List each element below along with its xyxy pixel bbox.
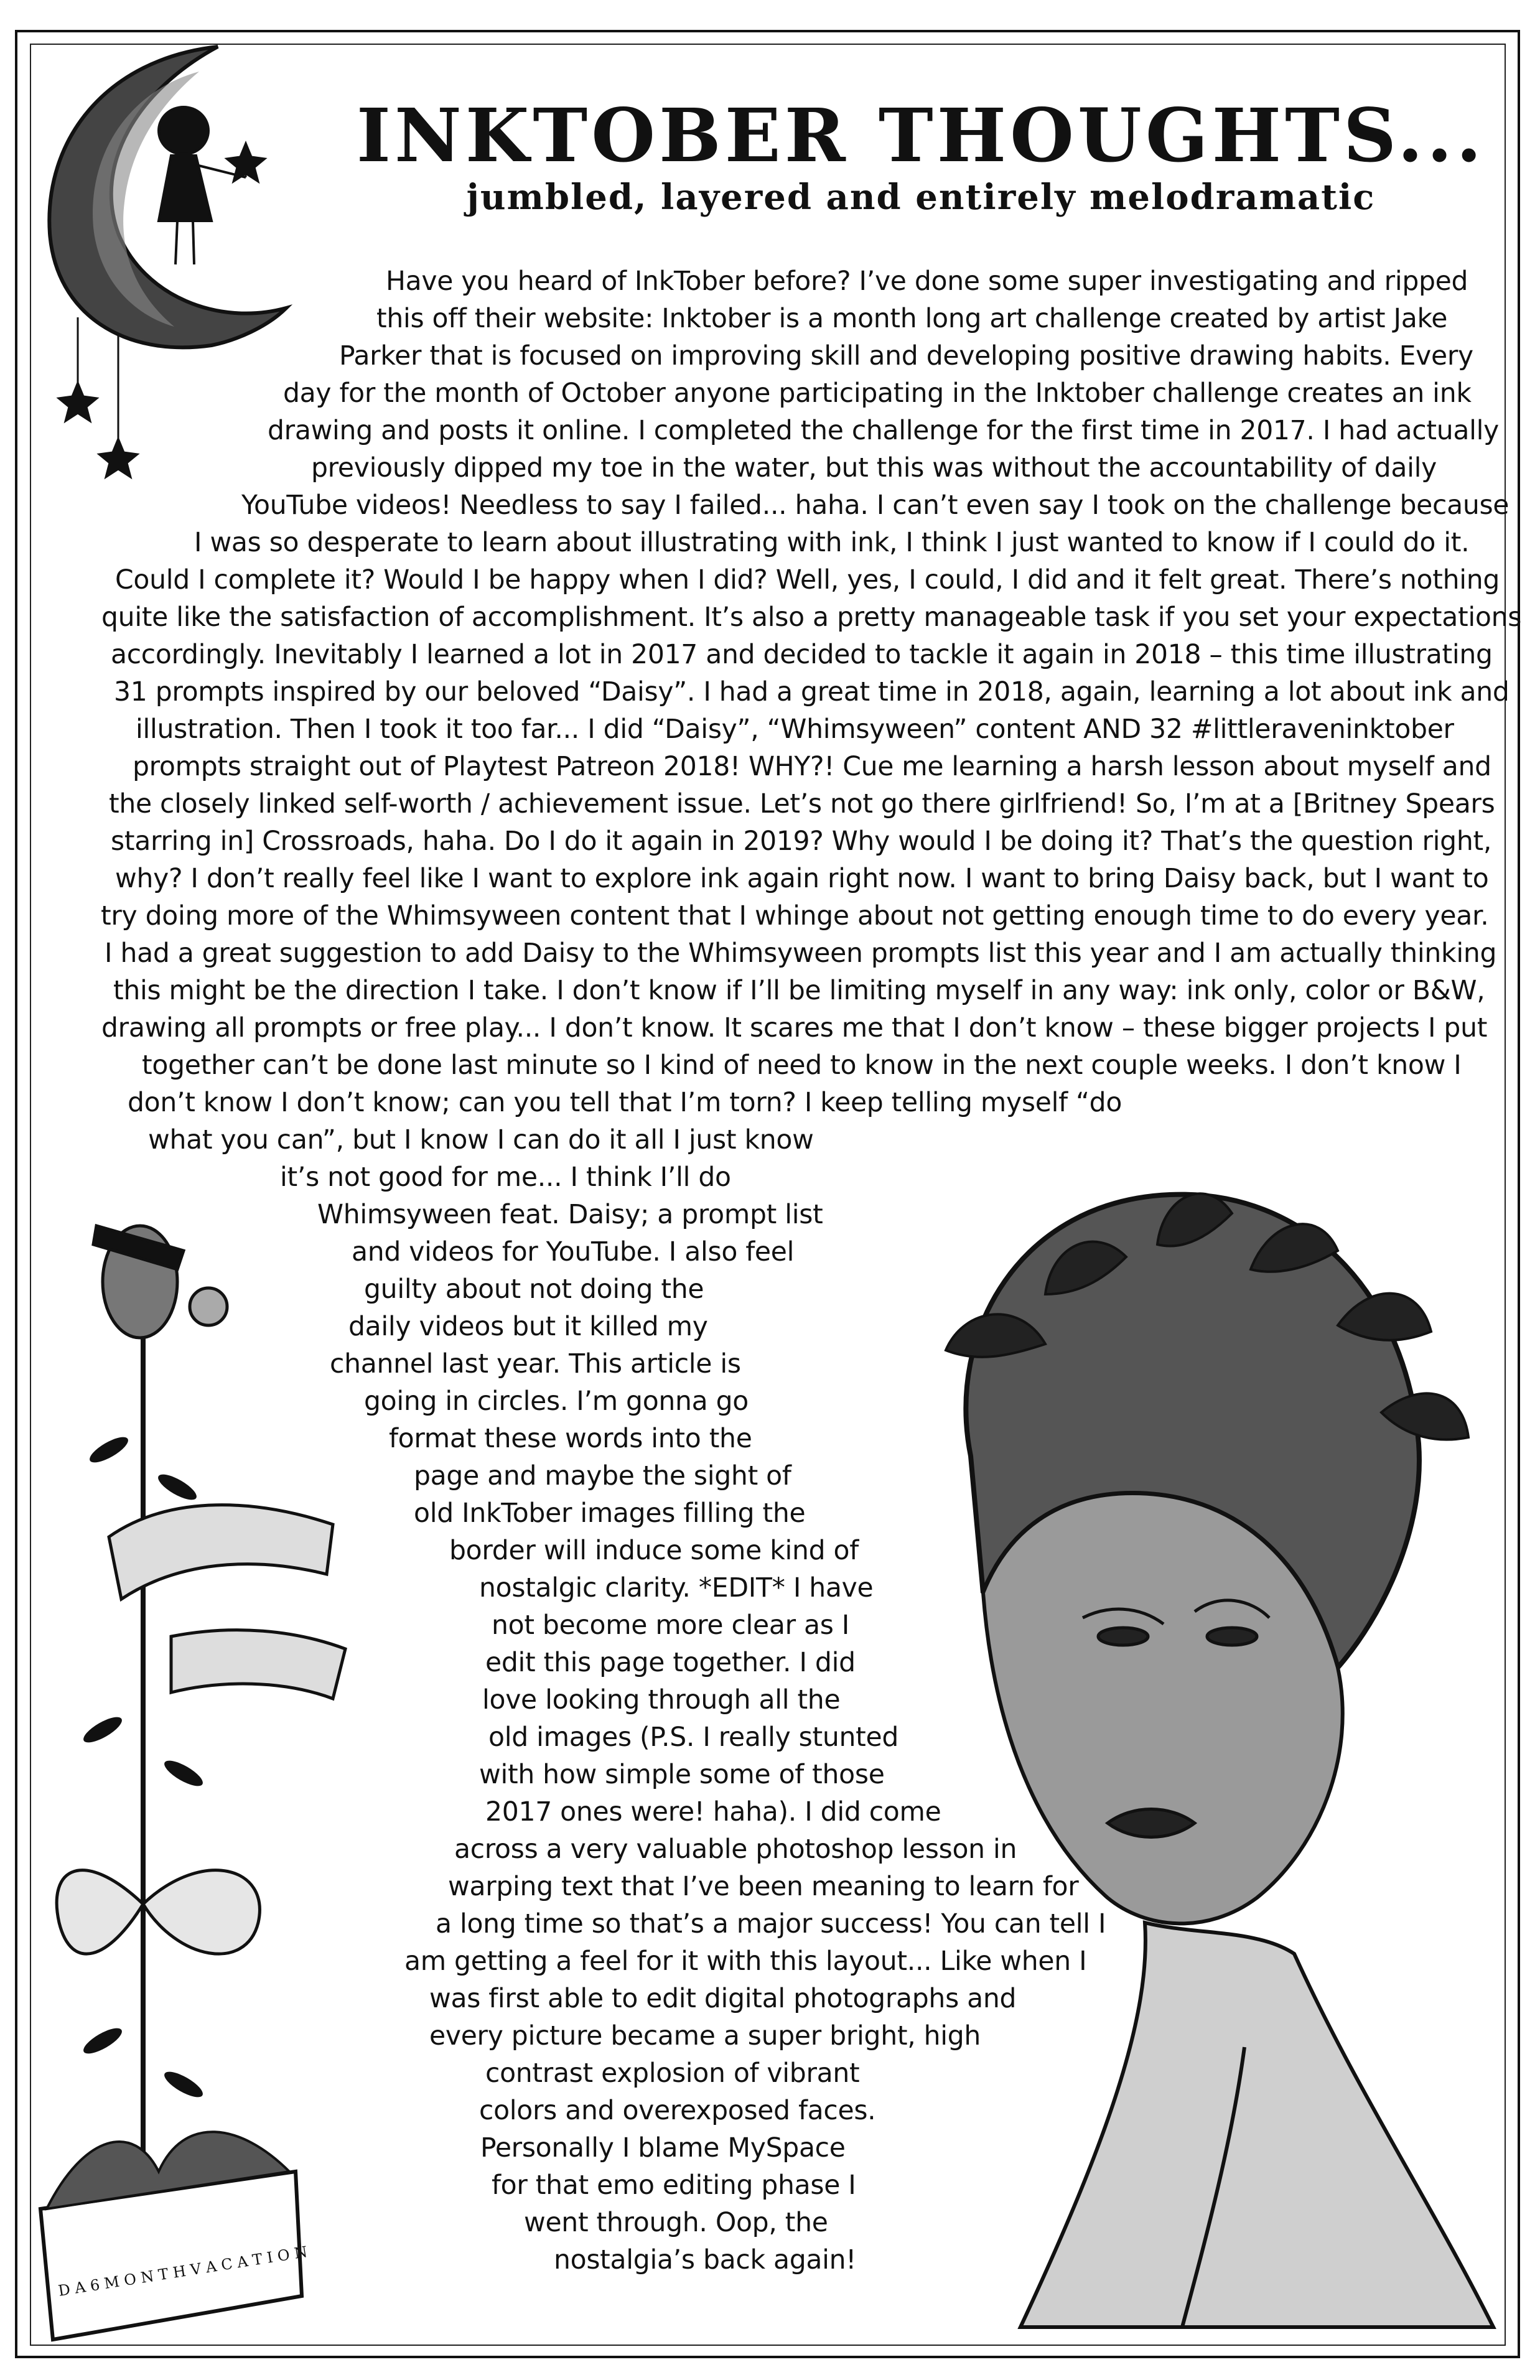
body-line: Personally I blame MySpace (480, 2133, 846, 2163)
body-line: Could I complete it? Would I be happy when I did? Well, yes, I could, I did and it felt great. There’s nothing (115, 565, 1500, 595)
pot-ribbon-text: D A 6 M O N T H V A C A T I O N (57, 2242, 309, 2300)
body-line: contrast explosion of vibrant (485, 2058, 860, 2089)
body-line: try doing more of the Whimsyween content that I whinge about not getting enough time to do every year. (101, 901, 1489, 931)
body-line: starring in] Crossroads, haha. Do I do it again in 2019? Why would I be doing it? That’s the question right, (111, 826, 1492, 857)
page-title: INKTOBER THOUGHTS... (356, 92, 1486, 179)
page-subtitle: jumbled, layered and entirely melodramatic (466, 177, 1376, 218)
body-line: page and maybe the sight of (414, 1461, 791, 1491)
body-line: nostalgia’s back again! (554, 2245, 857, 2275)
body-line: and videos for YouTube. I also feel (352, 1237, 795, 1267)
body-line: colors and overexposed faces. (479, 2096, 876, 2126)
body-line: daily videos but it killed my (348, 1312, 708, 1342)
body-line: it’s not good for me... I think I’ll do (280, 1162, 731, 1193)
body-line: not become more clear as I (492, 1610, 850, 1641)
body-line: YouTube videos! Needless to say I failed... haha. I can’t even say I took on the challenge because (241, 490, 1510, 521)
body-line: nostalgic clarity. *EDIT* I have (479, 1573, 874, 1603)
body-line: I had a great suggestion to add Daisy to the Whimsyween prompts list this year and I am actually thinking (105, 938, 1497, 969)
body-line: warping text that I’ve been meaning to learn for (448, 1872, 1079, 1902)
body-line: going in circles. I’m gonna go (364, 1386, 749, 1417)
body-line: Have you heard of InkTober before? I’ve done some super investigating and ripped (386, 266, 1468, 297)
body-line: the closely linked self-worth / achievement issue. Let’s not go there girlfriend! So, I’m at a [Britney Spears (109, 789, 1495, 819)
body-line: previously dipped my toe in the water, but this was without the accountability of daily (311, 453, 1437, 483)
body-line: this might be the direction I take. I don’t know if I’ll be limiting myself in any way: ink only, color or B&W, (113, 976, 1485, 1006)
body-line: Whimsyween feat. Daisy; a prompt list (317, 1200, 823, 1230)
body-line: love looking through all the (482, 1685, 841, 1715)
body-line: accordingly. Inevitably I learned a lot in 2017 and decided to tackle it again in 2018 – this time illustrating (111, 640, 1493, 670)
body-line: together can’t be done last minute so I kind of need to know in the next couple weeks. I don’t know I (142, 1050, 1462, 1081)
body-line: with how simple some of those (479, 1760, 885, 1790)
body-line: went through. Oop, the (524, 2208, 828, 2238)
body-line: every picture became a super bright, high (429, 2021, 981, 2051)
body-line: 31 prompts inspired by our beloved “Daisy”. I had a great time in 2018, again, learning a lot about ink and (114, 677, 1510, 707)
body-line: drawing and posts it online. I completed the challenge for the first time in 2017. I had actually (268, 416, 1499, 446)
body-line: why? I don’t really feel like I want to explore ink again right now. I want to bring Daisy back, but I want to (115, 864, 1489, 894)
body-line: drawing all prompts or free play... I don’t know. It scares me that I don’t know – these bigger projects I put (101, 1013, 1488, 1043)
body-line: Parker that is focused on improving skill and developing positive drawing habits. Every (339, 341, 1473, 371)
body-line: prompts straight out of Playtest Patreon 2018! WHY?! Cue me learning a harsh lesson about myself and (133, 752, 1491, 782)
body-line: a long time so that’s a major success! You can tell I (436, 1909, 1106, 1939)
body-line: am getting a feel for it with this layout... Like when I (404, 1946, 1087, 1977)
body-line: day for the month of October anyone participating in the Inktober challenge creates an ink (283, 378, 1472, 409)
body-line: this off their website: Inktober is a month long art challenge created by artist Jake (376, 304, 1448, 334)
body-line: I was so desperate to learn about illustrating with ink, I think I just wanted to know if I could do it. (194, 528, 1470, 558)
body-line: old images (P.S. I really stunted (488, 1722, 899, 1753)
body-line: quite like the satisfaction of accomplishment. It’s also a pretty manageable task if you set your expectations (101, 602, 1522, 633)
body-line: across a very valuable photoshop lesson in (454, 1834, 1017, 1865)
body-line: guilty about not doing the (364, 1274, 704, 1305)
body-line: what you can”, but I know I can do it all I just know (148, 1125, 814, 1155)
body-line: format these words into the (389, 1424, 752, 1454)
body-line: channel last year. This article is (330, 1349, 741, 1379)
body-line: old InkTober images filling the (414, 1498, 806, 1529)
body-line: 2017 ones were! haha). I did come (485, 1797, 941, 1827)
body-line: border will induce some kind of (449, 1536, 859, 1566)
body-line: don’t know I don’t know; can you tell that I’m torn? I keep telling myself “do (128, 1088, 1122, 1118)
body-line: edit this page together. I did (485, 1648, 856, 1678)
body-line: illustration. Then I took it too far... I did “Daisy”, “Whimsyween” content AND 32 #littleraveninktober (136, 714, 1454, 745)
body-line: for that emo editing phase I (492, 2170, 856, 2201)
body-line: was first able to edit digital photographs and (429, 1984, 1017, 2014)
